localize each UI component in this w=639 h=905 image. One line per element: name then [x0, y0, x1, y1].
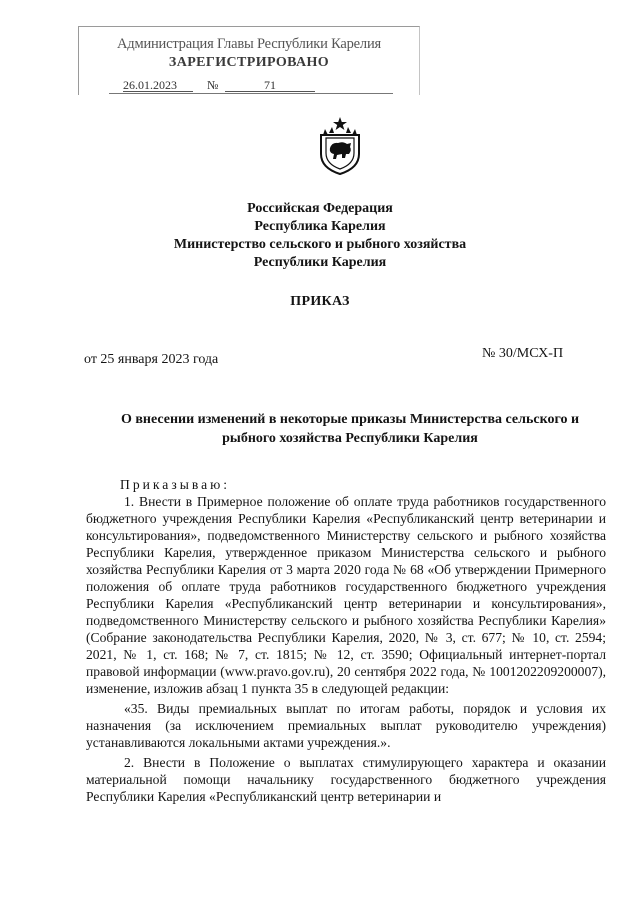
order-number: № 30/МСХ-П	[482, 346, 564, 361]
document-type: ПРИКАЗ	[290, 294, 350, 309]
stamp-date: 26.01.2023	[123, 79, 193, 92]
paragraph-1: 1. Внести в Примерное положение об оплате труда работников государственного бюджетного учреждения Республики Карелия «Республиканский центр ветеринарии и консультирования», подведомственного Министерству сельского и рыбного хозяйства Республики Карелия, утвержденное приказом Министерства сельского и рыбного хозяйства Республики Карелия от 3 марта 2020 года № 68 «Об утверждении Примерного положения об оплате труда работников государственного бюджетного учреждения Республики Карелия «Республиканский центр ветеринарии и консультирования», подведомственного Министерству сельского и рыбного хозяйства Республики Карелия» (Собрание законодательства Республики Карелия, 2020, № 3, ст. 677; № 10, ст. 2594; 2021, № 1, ст. 168; № 7, ст. 1815; № 12, ст. 3590; Официальный интернет-портал правовой информации (www.pravo.gov.ru), 20 сентября 2022 года, № 1001202209200007), изменение, изложив абзац 1 пункта 35 в следующей редакции:	[86, 494, 606, 696]
karelia-coat-of-arms-icon	[315, 116, 365, 176]
registration-stamp	[78, 26, 420, 95]
paragraph-2: 2. Внести в Положение о выплатах стимулирующего характера и оказании материальной помощи начальнику государственного бюджетного учреждения Республики Карелия «Республиканский центр ветеринарии и	[86, 755, 606, 804]
stamp-underline	[109, 93, 393, 94]
stamp-authority: Администрация Главы Республики Карелия	[117, 36, 381, 52]
header-ministry-republic: Республики Карелия	[253, 255, 387, 270]
header-ministry: Министерство сельского и рыбного хозяйства	[173, 237, 467, 252]
order-word: Приказываю:	[120, 477, 231, 492]
paragraph-quote: «35. Виды премиальных выплат по итогам работы, порядок и условия их назначения (за исключением премиальных выплат руководителю учреждения) устанавливаются локальными актами учреждения.».	[86, 701, 606, 750]
order-subject	[100, 410, 600, 448]
stamp-number-label: №	[207, 78, 219, 92]
header-republic: Республика Карелия	[254, 219, 386, 234]
order-date: от 25 января 2023 года	[84, 352, 219, 367]
header-federation: Российская Федерация	[247, 201, 393, 216]
subject-line-1: О внесении изменений в некоторые приказы Министерства сельского и	[120, 412, 580, 427]
subject-line-2: рыбного хозяйства Республики Карелия	[222, 431, 478, 446]
stamp-registered: ЗАРЕГИСТРИРОВАНО	[168, 55, 330, 70]
stamp-number: 71	[225, 79, 315, 92]
order-body	[86, 476, 606, 805]
